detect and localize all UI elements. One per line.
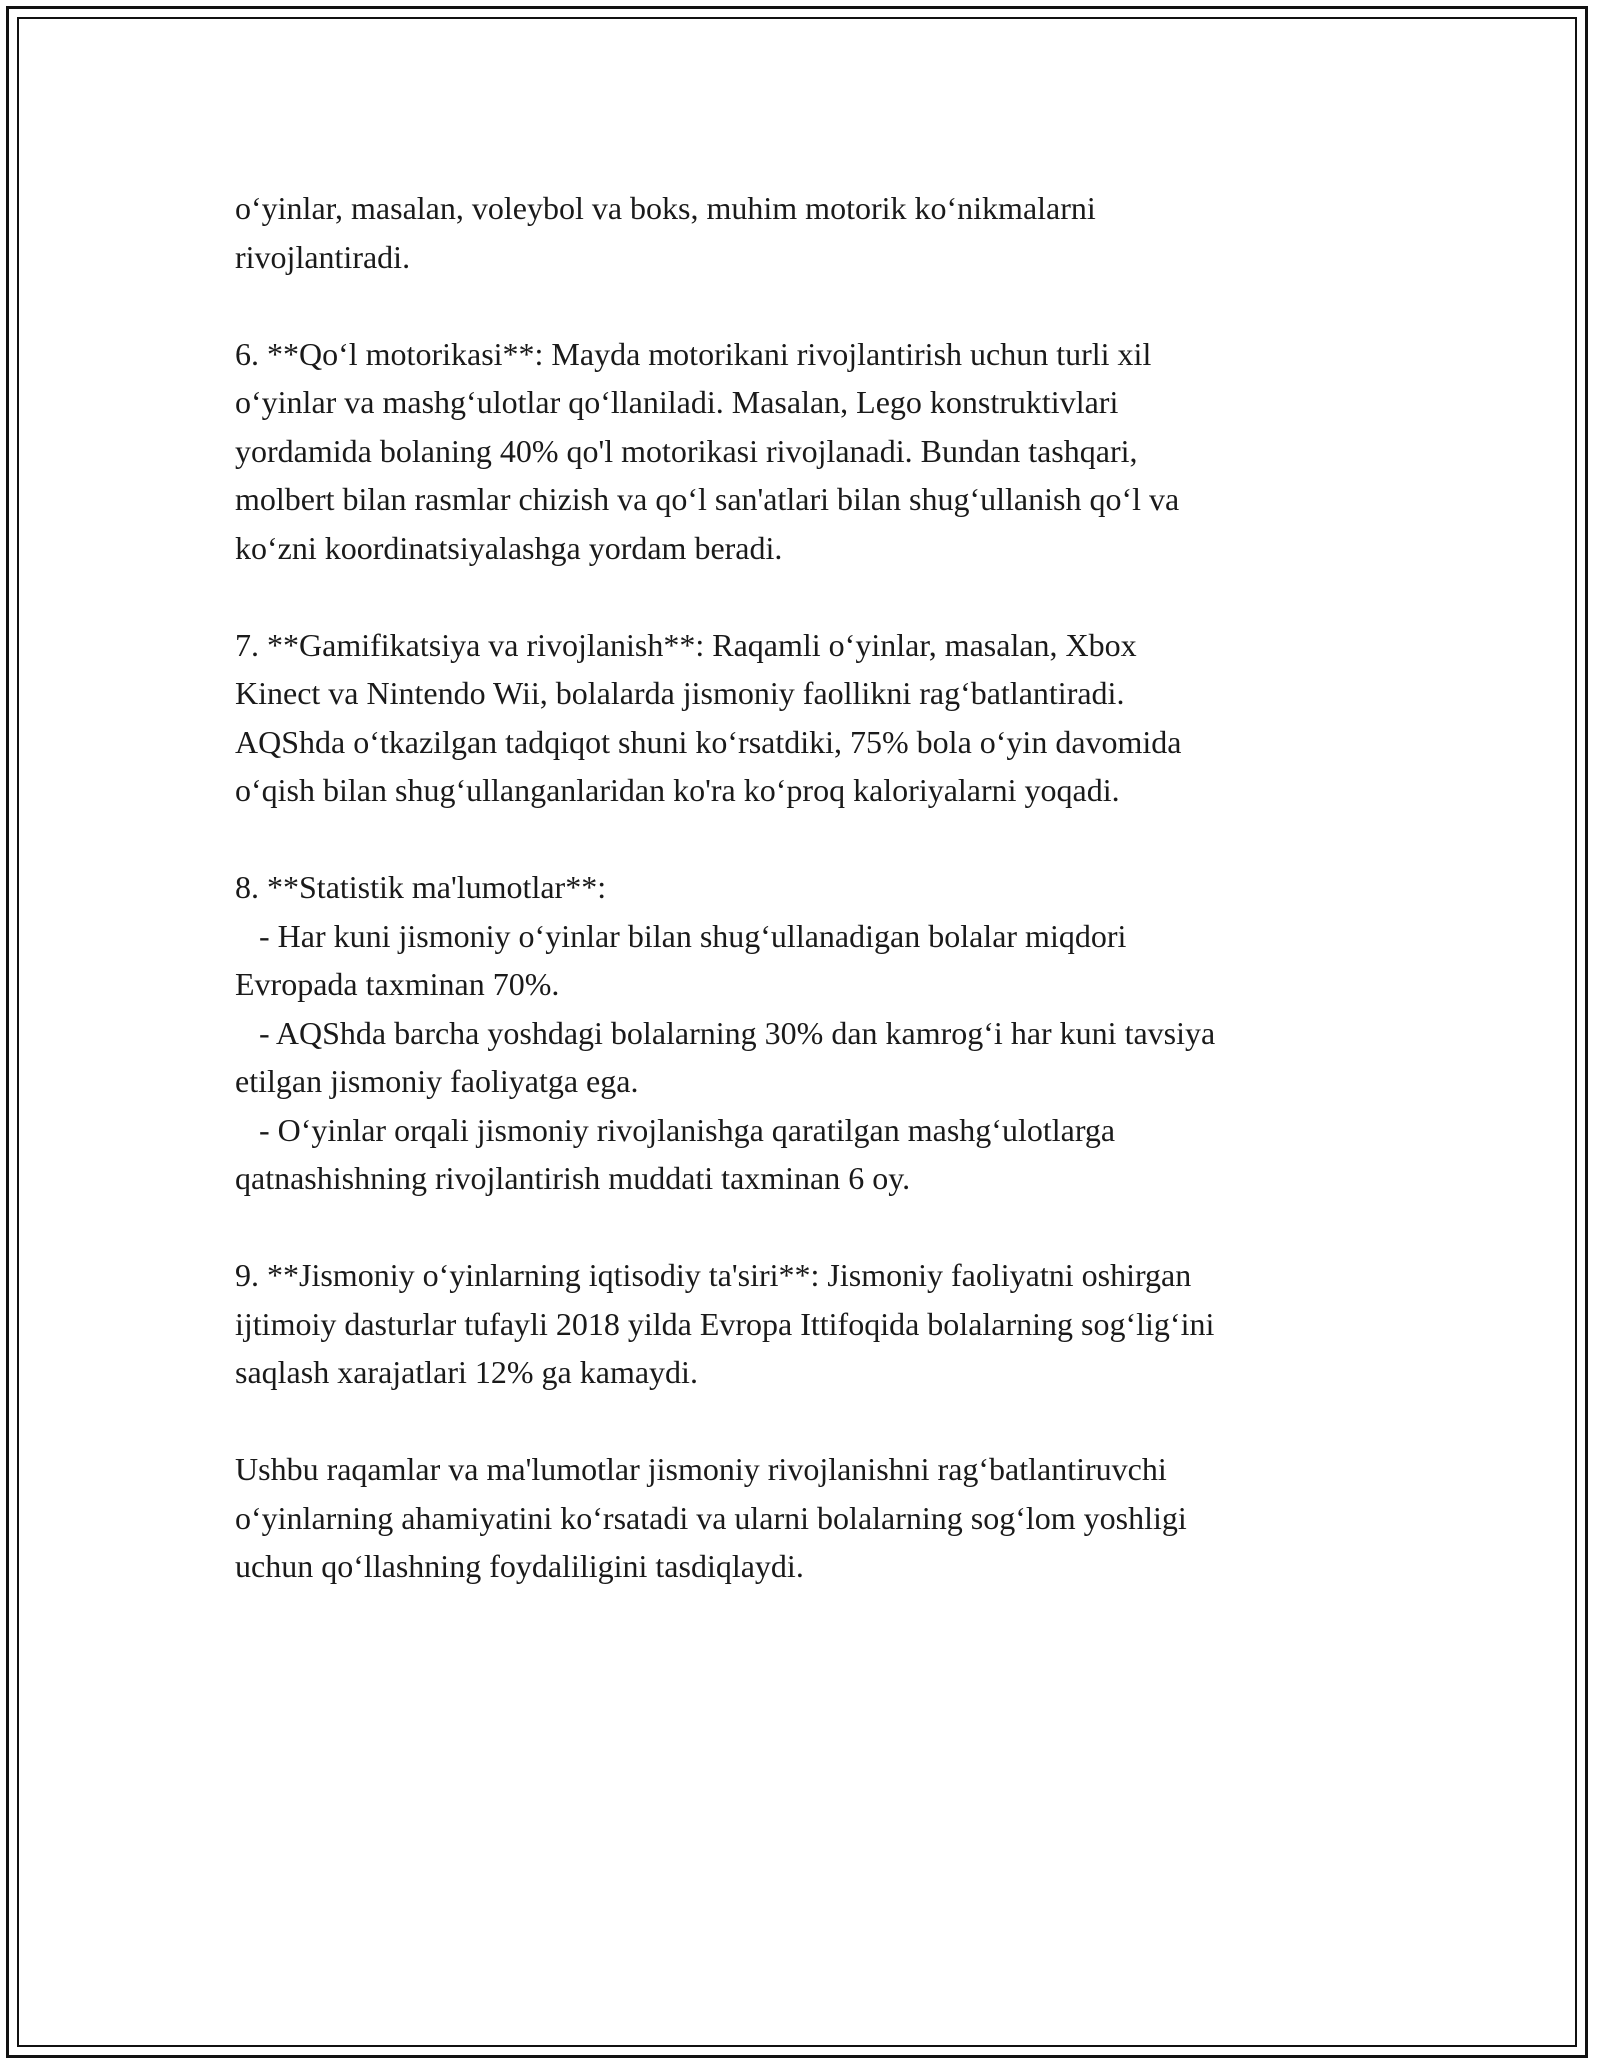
text-line: qatnashishning rivojlantirish muddati taxminan 6 oy. xyxy=(235,1160,911,1196)
text-line: - Har kuni jismoniy o‘yinlar bilan shug‘ullanadigan bolalar miqdori xyxy=(235,917,1127,954)
text-line: ijtimoiy dasturlar tufayli 2018 yilda Evropa Ittifoqida bolalarning sog‘lig‘ini xyxy=(235,1305,1215,1342)
text-line: AQShda o‘tkazilgan tadqiqot shuni ko‘rsatdiki, 75% bola o‘yin davomida xyxy=(235,723,1182,760)
text-line: - AQShda barcha yoshdagi bolalarning 30% dan kamrog‘i har kuni tavsiya xyxy=(235,1014,1216,1051)
text-line: - O‘yinlar orqali jismoniy rivojlanishga qaratilgan mashg‘ulotlarga xyxy=(235,1111,1116,1148)
paragraph-gap xyxy=(235,1203,1395,1252)
text-line: Ushbu raqamlar va ma'lumotlar jismoniy rivojlanishni rag‘batlantiruvchi xyxy=(235,1451,1167,1487)
text-line: Evropada taxminan 70%. xyxy=(235,966,560,1002)
text-line: o‘qish bilan shug‘ullanganlaridan ko'ra ko‘proq kaloriyalarni yoqadi. xyxy=(235,772,1120,808)
text-line: o‘yinlar, masalan, voleybol va boks, muhim motorik ko‘nikmalarni xyxy=(235,190,1096,226)
text-line: molbert bilan rasmlar chizish va qo‘l san'atlari bilan shug‘ullanish qo‘l va xyxy=(235,481,1180,517)
paragraph-continuation xyxy=(235,184,1395,281)
paragraph-item-9 xyxy=(235,1251,1395,1397)
paragraph-conclusion xyxy=(235,1445,1395,1591)
text-line: 6. **Qo‘l motorikasi**: Mayda motorikani rivojlantirish uchun turli xil xyxy=(235,335,1152,372)
paragraph-gap xyxy=(235,572,1395,621)
paragraph-item-8 xyxy=(235,863,1395,1203)
text-line: o‘yinlar va mashg‘ulotlar qo‘llaniladi. Masalan, Lego konstruktivlari xyxy=(235,384,1119,420)
text-line: 9. **Jismoniy o‘yinlarning iqtisodiy ta'siri**: Jismoniy faoliyatni oshirgan xyxy=(235,1257,1192,1293)
paragraph-gap xyxy=(235,281,1395,330)
text-line: 8. **Statistik ma'lumotlar**: xyxy=(235,869,607,905)
text-line: Kinect va Nintendo Wii, bolalarda jismoniy faollikni rag‘batlantiradi. xyxy=(235,675,1125,711)
paragraph-item-6 xyxy=(235,330,1395,573)
text-line: etilgan jismoniy faoliyatga ega. xyxy=(235,1063,639,1099)
text-line: 7. **Gamifikatsiya va rivojlanish**: Raqamli o‘yinlar, masalan, Xbox xyxy=(235,626,1137,663)
text-line: uchun qo‘llashning foydaliligini tasdiqlaydi. xyxy=(235,1548,804,1584)
text-line: ko‘zni koordinatsiyalashga yordam beradi. xyxy=(235,529,783,566)
paragraph-gap xyxy=(235,815,1395,864)
paragraph-item-7 xyxy=(235,621,1395,815)
paragraph-gap xyxy=(235,1397,1395,1446)
document-body xyxy=(235,184,1395,1591)
text-line: o‘yinlarning ahamiyatini ko‘rsatadi va ularni bolalarning sog‘lom yoshligi xyxy=(235,1499,1187,1536)
text-line: yordamida bolaning 40% qo'l motorikasi rivojlanadi. Bundan tashqari, xyxy=(235,432,1138,469)
text-line: rivojlantiradi. xyxy=(235,238,411,275)
text-line: saqlash xarajatlari 12% ga kamaydi. xyxy=(235,1354,698,1390)
